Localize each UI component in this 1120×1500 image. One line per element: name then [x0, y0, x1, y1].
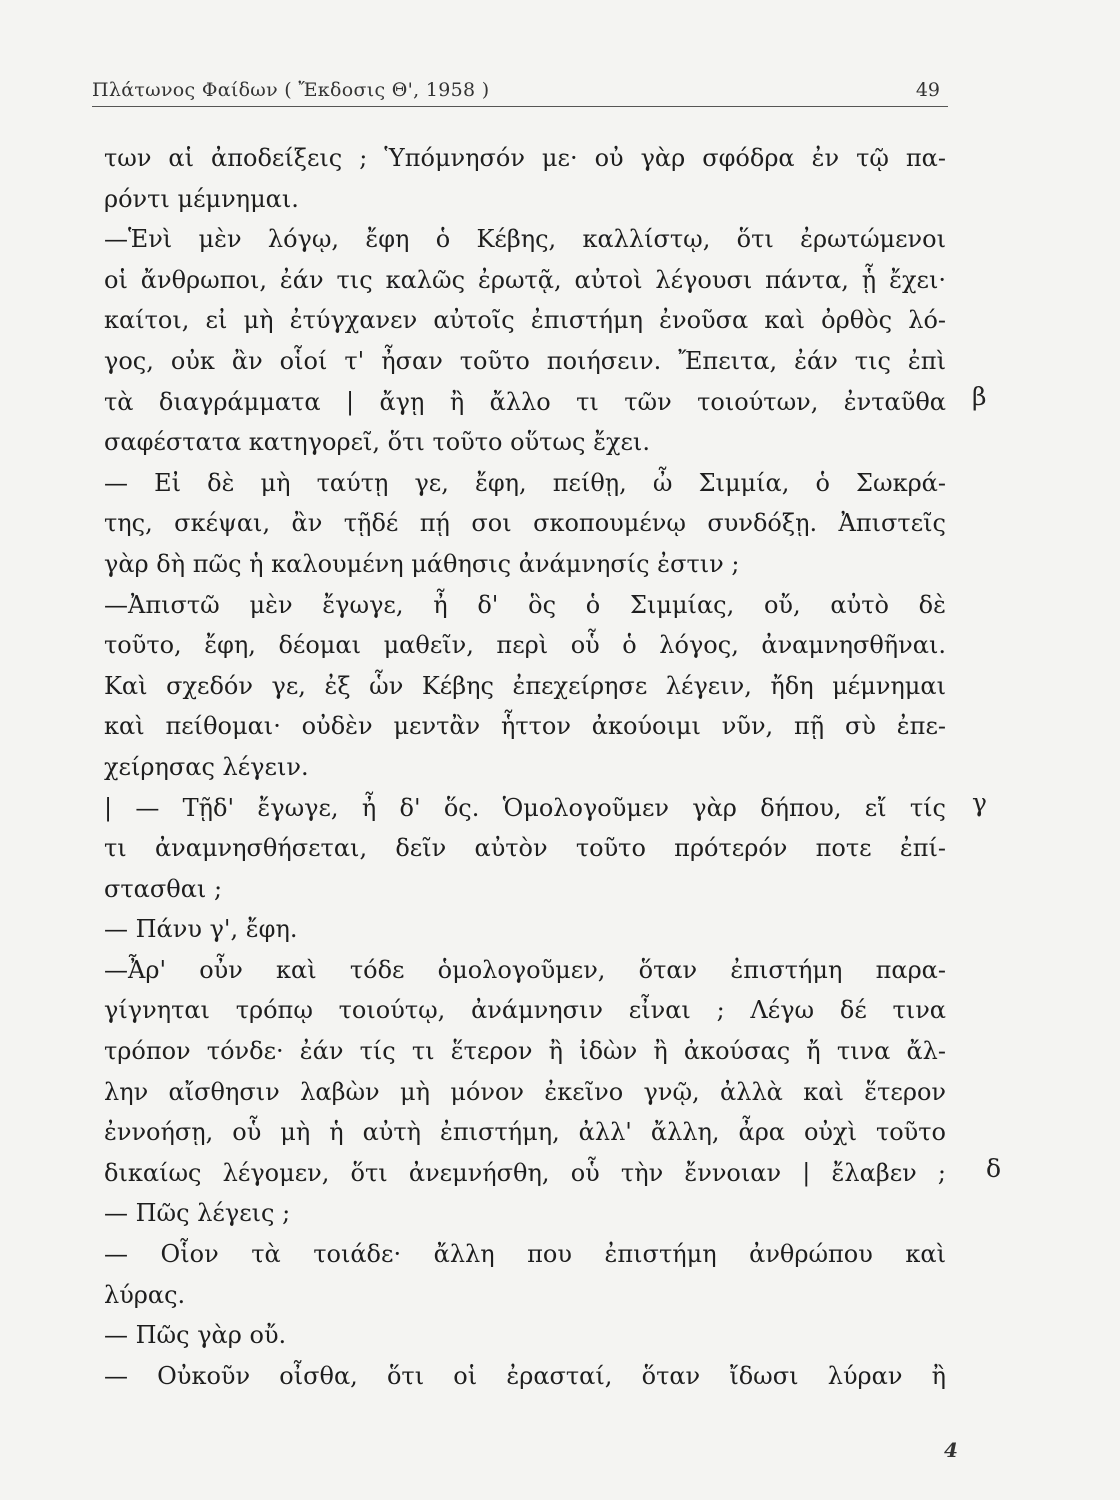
text-line: χείρησας λέγειν.: [104, 752, 309, 781]
text-line: ρόντι μέμνημαι.: [104, 184, 299, 213]
text-line: λην αἴσθησιν λαβὼν μὴ μόνον ἐκεῖνο γνῷ, ἀλλὰ καὶ ἕτερον: [104, 1077, 946, 1106]
text-line: — Εἰ δὲ μὴ ταύτῃ γε, ἔφη, πείθῃ, ὦ Σιμμία, ὁ Σωκρά-: [104, 468, 946, 497]
signature-mark: 4: [944, 1438, 958, 1462]
text-line: —Ἑνὶ μὲν λόγῳ, ἔφη ὁ Κέβης, καλλίστῳ, ὅτι ἐρωτώμενοι: [104, 225, 946, 254]
margin-marker-gamma: γ: [972, 788, 987, 817]
text-line: δικαίως λέγομεν, ὅτι ἀνεμνήσθη, οὗ τὴν ἔννοιαν | ἔλαβεν ;: [104, 1158, 946, 1187]
text-line: —Ἆρ' οὖν καὶ τόδε ὁμολογοῦμεν, ὅταν ἐπιστήμη παρα-: [104, 955, 946, 984]
running-header: [92, 68, 948, 107]
header-title: Πλάτωνος Φαίδων ( Ἔκδοσις Θ', 1958 ): [92, 79, 490, 101]
text-line: —Ἀπιστῶ μὲν ἔγωγε, ἦ δ' ὃς ὁ Σιμμίας, οὔ, αὐτὸ δὲ: [104, 590, 946, 619]
text-line: γος, οὐκ ἂν οἷοί τ' ἦσαν τοῦτο ποιήσειν. Ἔπειτα, ἐάν τις ἐπὶ: [104, 346, 946, 375]
text-line: στασθαι ;: [104, 874, 223, 903]
margin-marker-beta: β: [972, 382, 987, 411]
text-line: Καὶ σχεδόν γε, ἐξ ὧν Κέβης ἐπεχείρησε λέγειν, ἤδη μέμνημαι: [104, 671, 946, 700]
text-line: των αἱ ἀποδείξεις ; Ὑπόμνησόν με· οὐ γὰρ σφόδρα ἐν τῷ πα-: [104, 144, 946, 172]
text-line: σαφέστατα κατηγορεῖ, ὅτι τοῦτο οὕτως ἔχει.: [104, 428, 650, 457]
text-line: καίτοι, εἰ μὴ ἐτύγχανεν αὐτοῖς ἐπιστήμη ἐνοῦσα καὶ ὀρθὸς λό-: [104, 306, 946, 335]
text-line: | — Τῇδ' ἔγωγε, ἦ δ' ὅς. Ὁμολογοῦμεν γὰρ δήπου, εἴ τίς: [104, 793, 946, 822]
text-line: γὰρ δὴ πῶς ἡ καλουμένη μάθησις ἀνάμνησίς ἐστιν ;: [104, 549, 740, 578]
text-line: ἐννοήσῃ, οὗ μὴ ἡ αὐτὴ ἐπιστήμη, ἀλλ' ἄλλη, ἆρα οὐχὶ τοῦτο: [104, 1118, 946, 1147]
page-number: 49: [915, 79, 940, 101]
text-line: τρόπον τόνδε· ἐάν τίς τι ἕτερον ἢ ἰδὼν ἢ ἀκούσας ἤ τινα ἄλ-: [104, 1037, 946, 1066]
text-line: οἱ ἄνθρωποι, ἐάν τις καλῶς ἐρωτᾷ, αὐτοὶ λέγουσι πάντα, ᾗ ἔχει·: [104, 265, 946, 294]
text-line: — Πῶς γὰρ οὔ.: [104, 1321, 287, 1350]
body-text: [104, 138, 946, 1396]
text-line: της, σκέψαι, ἂν τῇδέ πῄ σοι σκοπουμένῳ συνδόξῃ. Ἀπιστεῖς: [104, 509, 946, 538]
text-line: — Πάνυ γ', ἔφη.: [104, 915, 298, 944]
text-line: τοῦτο, ἔφη, δέομαι μαθεῖν, περὶ οὗ ὁ λόγος, ἀναμνησθῆναι.: [104, 631, 946, 660]
margin-marker-delta: δ: [986, 1154, 1002, 1183]
text-line: τι ἀναμνησθήσεται, δεῖν αὐτὸν τοῦτο πρότερόν ποτε ἐπί-: [104, 834, 946, 863]
text-line: λύρας.: [104, 1280, 186, 1309]
text-line: γίγνηται τρόπῳ τοιούτῳ, ἀνάμνησιν εἶναι ; Λέγω δέ τινα: [104, 996, 946, 1025]
text-line: — Οἷον τὰ τοιάδε· ἄλλη που ἐπιστήμη ἀνθρώπου καὶ: [104, 1240, 946, 1269]
text-line: καὶ πείθομαι· οὐδὲν μεντἂν ἧττον ἀκούοιμι νῦν, πῇ σὺ ἐπε-: [104, 712, 946, 741]
text-line: — Οὐκοῦν οἶσθα, ὅτι οἱ ἐρασταί, ὅταν ἴδωσι λύραν ἢ: [104, 1361, 946, 1390]
text-line: — Πῶς λέγεις ;: [104, 1199, 291, 1228]
text-line: τὰ διαγράμματα | ἄγῃ ἢ ἄλλο τι τῶν τοιούτων, ἐνταῦθα: [104, 387, 946, 416]
